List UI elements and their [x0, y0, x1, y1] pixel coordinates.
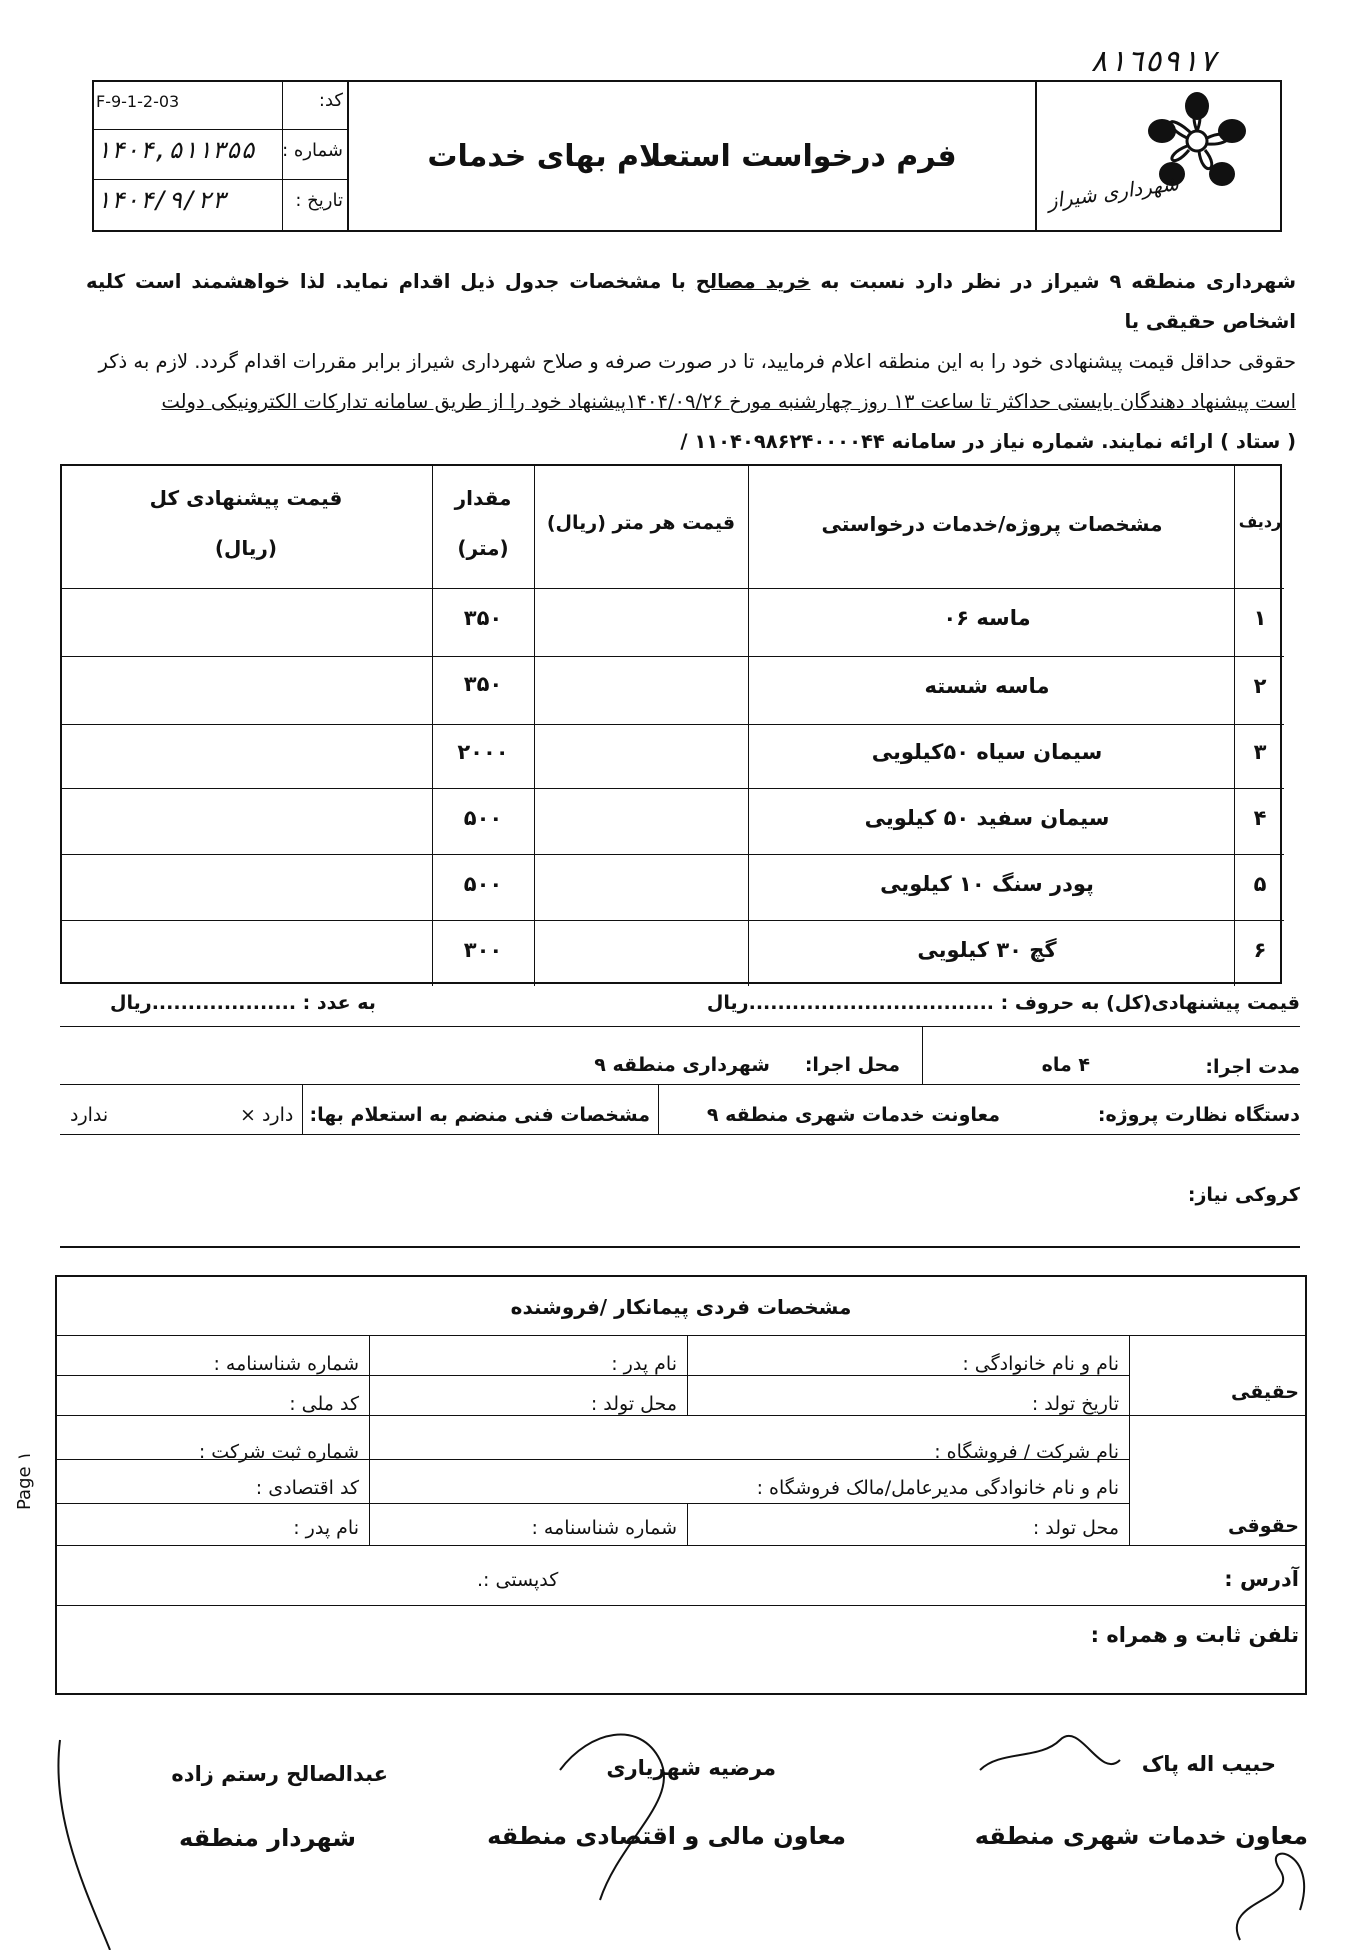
form-title: فرم درخواست استعلام بهای خدمات — [347, 80, 1035, 232]
date-value: ۱۴۰۴/۹/۲۳ — [96, 186, 227, 214]
row-number: ۱ — [1253, 606, 1267, 630]
code-box — [92, 80, 347, 232]
row-quantity: ۵۰۰ — [463, 806, 503, 830]
header-unit-price: قیمت هر متر (ریال) — [546, 512, 736, 534]
location-value: شهرداری منطقه ۹ — [594, 1054, 770, 1076]
signature-scribble-4 — [58, 1740, 110, 1950]
national-code-field[interactable]: کد ملی : — [289, 1393, 359, 1415]
row-item-name: سیمان سفید ۵۰ کیلویی — [864, 806, 1110, 830]
intro-paragraph — [86, 262, 1296, 462]
signature-title: شهردار منطقه — [179, 1824, 356, 1852]
economic-code-field[interactable]: کد اقتصادی : — [255, 1477, 359, 1499]
row-quantity: ۳۰۰ — [463, 938, 503, 962]
row-item-name: ماسه ۰۶ — [943, 606, 1031, 630]
items-table — [60, 464, 1282, 984]
real-person-label: حقیقی — [1230, 1381, 1299, 1403]
total-number-label: به عدد : ....................ریال — [110, 992, 376, 1014]
location-label: محل اجرا: — [804, 1054, 900, 1076]
legal-father-name-field[interactable]: نام پدر : — [293, 1517, 359, 1539]
code-value: F-9-1-2-03 — [96, 92, 180, 111]
birth-date-field[interactable]: تاریخ تولد : — [1031, 1393, 1119, 1415]
company-name-field[interactable]: نام شرکت / فروشگاه : — [934, 1441, 1119, 1463]
row-number: ۲ — [1253, 674, 1267, 698]
date-row — [92, 180, 347, 230]
logo-text: شهرداری شیراز — [1045, 170, 1181, 214]
code-row — [92, 80, 347, 130]
intro-line-4: ( ستاد ) ارائه نمایند. شماره نیاز در سامانه ۱۱۰۴۰۹۸۶۲۴۰۰۰۰۴۴ / — [680, 430, 1296, 453]
code-label: کد: — [318, 90, 343, 111]
summary-section — [60, 984, 1300, 1248]
duration-label: مدت اجرا: — [1205, 1056, 1300, 1078]
row-quantity: ۵۰۰ — [463, 872, 503, 896]
intro-line-2: حقوقی حداقل قیمت پیشنهادی خود را به این منطقه اعلام فرمایید، تا در صورت صرفه و صلاح شهرداری شیراز برابر مقررات اقدام گردد. لازم به ذکر — [98, 350, 1296, 373]
postal-code-field[interactable]: کدپستی :. — [477, 1569, 559, 1591]
header-spec: مشخصات پروژه/خدمات درخواستی — [821, 512, 1163, 536]
row-item-name: گچ ۳۰ کیلویی — [917, 938, 1057, 962]
intro-line-1: شهرداری منطقه ۹ شیراز در نظر دارد نسبت به خرید مصالح با مشخصات جدول ذیل اقدام نماید. لذا خواهشمند است کلیه اشخاص حقیقی یا — [86, 270, 1297, 333]
row-item-name: پودر سنگ ۱۰ کیلویی — [880, 872, 1094, 896]
row-item-name: ماسه شسته — [924, 674, 1050, 698]
date-label: تاریخ : — [295, 190, 343, 211]
duration-value: ۴ ماه — [1041, 1054, 1090, 1076]
logo-box — [1035, 80, 1282, 232]
signature-title: معاون مالی و اقتصادی منطقه — [487, 1822, 846, 1850]
contractor-info-box — [55, 1275, 1307, 1695]
handwritten-reference-number: ٨١٦٥٩١٧ — [1090, 44, 1217, 79]
father-name-field[interactable]: نام پدر : — [611, 1353, 677, 1375]
sketch-label: کروکی نیاز: — [1187, 1184, 1300, 1206]
contractor-info-title: مشخصات فردی پیمانکار /فروشنده — [510, 1295, 852, 1319]
row-number: ۶ — [1253, 938, 1267, 962]
number-row — [92, 130, 347, 180]
number-label: شماره : — [282, 140, 343, 161]
signature-name: مرضیه شهریاری — [606, 1756, 776, 1780]
row-number: ۵ — [1253, 872, 1267, 896]
supervisor-value: معاونت خدمات شهری منطقه ۹ — [706, 1104, 1000, 1126]
company-reg-field[interactable]: شماره ثبت شرکت : — [198, 1441, 359, 1463]
birth-place-field[interactable]: محل تولد : — [590, 1393, 677, 1415]
row-number: ۴ — [1253, 806, 1267, 830]
header-qty-unit: (متر) — [457, 536, 509, 560]
tech-spec-label: مشخصات فنی منضم به استعلام بها: — [309, 1104, 650, 1126]
address-field[interactable]: آدرس : — [1224, 1567, 1299, 1591]
page-label: Page ۱ — [14, 1451, 35, 1510]
header-qty: مقدار — [454, 486, 512, 510]
id-number-field[interactable]: شماره شناسنامه : — [213, 1353, 359, 1375]
has-label: دارد × — [240, 1104, 294, 1126]
legal-id-number-field[interactable]: شماره شناسنامه : — [531, 1517, 677, 1539]
signature-name: حبیب اله پاک — [1141, 1752, 1276, 1776]
legal-birth-place-field[interactable]: محل تولد : — [1032, 1517, 1119, 1539]
header-row-number: ردیف — [1238, 512, 1282, 531]
row-item-name: سیمان سیاه ۵۰کیلویی — [871, 740, 1103, 764]
full-name-field[interactable]: نام و نام خانوادگی : — [962, 1353, 1119, 1375]
phone-field[interactable]: تلفن ثابت و همراه : — [1090, 1623, 1299, 1647]
intro-line-3: است پیشنهاد دهندگان بایستی حداکثر تا ساعت ۱۳ روز چهارشنبه مورخ ۱۴۰۴/۰۹/۲۶پیشنهاد خود را از طریق سامانه تدارکات الکترونیکی دولت — [161, 390, 1296, 413]
signature-scribble-1 — [980, 1736, 1120, 1770]
signature-title: معاون خدمات شهری منطقه — [974, 1822, 1308, 1850]
row-quantity: ۳۵۰ — [463, 672, 503, 696]
has-not-label: ندارد — [70, 1104, 109, 1126]
row-quantity: ۲۰۰۰ — [457, 740, 509, 764]
signature-name: عبدالصالح رستم زاده — [171, 1762, 388, 1786]
ceo-name-field[interactable]: نام و نام خانوادگی مدیرعامل/مالک فروشگاه : — [756, 1477, 1119, 1499]
header-total: قیمت پیشنهادی کل — [149, 486, 343, 510]
legal-person-label: حقوقی — [1228, 1515, 1299, 1537]
row-quantity: ۳۵۰ — [463, 606, 503, 630]
total-words-label: قیمت پیشنهادی(کل) به حروف : ..................................ریال — [706, 992, 1300, 1014]
signature-scribble-2 — [1237, 1854, 1304, 1940]
supervisor-label: دستگاه نظارت پروژه: — [1097, 1104, 1300, 1126]
header-total-unit: (ریال) — [214, 536, 278, 560]
row-number: ۳ — [1253, 740, 1267, 764]
number-value: ۱۴۰۴,۵۱۱۳۵۵ — [96, 136, 255, 164]
